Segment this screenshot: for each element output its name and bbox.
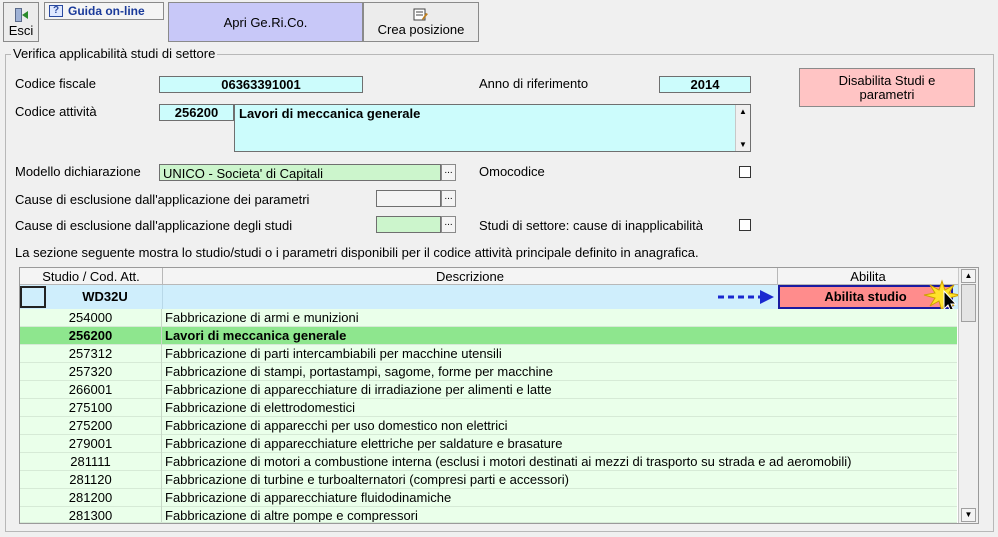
row-code: 279001 <box>20 435 162 453</box>
table-scroll-thumb[interactable] <box>961 284 976 322</box>
scroll-up-icon[interactable]: ▲ <box>739 107 747 116</box>
row-code: 257320 <box>20 363 162 381</box>
table-row[interactable] <box>20 453 957 471</box>
table-scroll-up-icon[interactable]: ▲ <box>961 269 976 283</box>
studi-inapplicabilita-label: Studi di settore: cause di inapplicabilità <box>479 218 704 233</box>
open-gerico-label: Apri Ge.Ri.Co. <box>223 14 308 30</box>
table-row[interactable] <box>20 507 957 523</box>
table-row[interactable] <box>20 399 957 417</box>
studi-inapplicabilita-checkbox[interactable] <box>739 219 751 231</box>
row-code: 275100 <box>20 399 162 417</box>
row-code: 281111 <box>20 453 162 471</box>
info-text: La sezione seguente mostra lo studio/studi o i parametri disponibili per il codice attività principale definito in anagrafica. <box>15 245 699 260</box>
create-position-button[interactable] <box>363 2 479 42</box>
row-desc: Fabbricazione di turbine e turboalternatori (compresi parti e accessori) <box>165 472 569 487</box>
scroll-down-icon[interactable]: ▼ <box>739 140 747 149</box>
modello-label: Modello dichiarazione <box>15 164 141 179</box>
row-desc: Fabbricazione di apparecchi per uso domestico non elettrici <box>165 418 508 433</box>
codice-attivita-desc-area[interactable] <box>234 104 751 152</box>
cause-studi-picker-button[interactable]: ... <box>441 216 456 233</box>
modello-picker-button[interactable]: ... <box>441 164 456 181</box>
table-row[interactable] <box>20 417 957 435</box>
table-scrollbar[interactable] <box>958 268 978 523</box>
row-desc: Fabbricazione di motori a combustione interna (esclusi i motori destinati ai mezzi di trasporto su strada e ad aeromobili) <box>165 454 852 469</box>
group-row-selector[interactable] <box>20 286 46 308</box>
row-code: 281120 <box>20 471 162 489</box>
codice-attivita-desc: Lavori di meccanica generale <box>239 106 421 121</box>
exit-button[interactable] <box>3 2 39 42</box>
row-desc: Fabbricazione di armi e munizioni <box>165 310 359 325</box>
row-desc: Fabbricazione di stampi, portastampi, sagome, forme per macchine <box>165 364 554 379</box>
row-desc: Fabbricazione di parti intercambiabili per macchine utensili <box>165 346 502 361</box>
row-code: 257312 <box>20 345 162 363</box>
exit-icon <box>13 7 29 23</box>
open-gerico-button[interactable] <box>168 2 363 42</box>
cause-studi-field[interactable] <box>376 216 441 233</box>
arrow-right-icon <box>718 289 776 305</box>
disable-studies-button[interactable] <box>799 68 975 107</box>
edit-document-icon <box>413 8 429 22</box>
anno-label: Anno di riferimento <box>479 76 589 91</box>
codice-attivita-field[interactable]: 256200 <box>159 104 234 121</box>
section-title: Verifica applicabilità studi di settore <box>13 46 216 61</box>
row-code: 266001 <box>20 381 162 399</box>
group-code: WD32U <box>48 285 163 309</box>
header-descrizione: Descrizione <box>163 268 778 285</box>
row-code: 275200 <box>20 417 162 435</box>
table-row[interactable] <box>20 345 957 363</box>
table-row[interactable] <box>20 435 957 453</box>
codice-fiscale-label: Codice fiscale <box>15 76 96 91</box>
row-code: 256200 <box>20 327 162 345</box>
desc-scrollbar[interactable] <box>735 105 750 151</box>
cause-studi-label: Cause di esclusione dall'applicazione degli studi <box>15 218 293 233</box>
help-icon: ? <box>49 5 63 17</box>
cause-parametri-picker-button[interactable]: ... <box>441 190 456 207</box>
modello-field[interactable] <box>159 164 441 181</box>
row-desc: Fabbricazione di apparecchiature di irradiazione per alimenti e latte <box>165 382 552 397</box>
header-studio: Studio / Cod. Att. <box>20 268 163 285</box>
row-code: 254000 <box>20 309 162 327</box>
cause-parametri-field[interactable] <box>376 190 441 207</box>
table-row[interactable] <box>20 363 957 381</box>
online-guide-button[interactable] <box>44 2 164 20</box>
row-desc: Fabbricazione di elettrodomestici <box>165 400 356 415</box>
exit-label: Esci <box>8 22 34 38</box>
header-abilita: Abilita <box>778 268 958 285</box>
row-desc: Fabbricazione di apparecchiature fluidodinamiche <box>165 490 452 505</box>
table-row[interactable] <box>20 381 957 399</box>
enable-study-label: Abilita studio <box>824 289 907 304</box>
anno-field[interactable]: 2014 <box>659 76 751 93</box>
table-row[interactable] <box>20 489 957 507</box>
disable-studies-label: Disabilita Studi e parametri <box>838 72 936 102</box>
row-code: 281300 <box>20 507 162 523</box>
codice-attivita-label: Codice attività <box>15 104 97 119</box>
online-guide-label: Guida on-line <box>68 4 145 18</box>
row-desc: Lavori di meccanica generale <box>165 328 347 343</box>
row-desc: Fabbricazione di apparecchiature elettriche per saldature e brasature <box>165 436 563 451</box>
table-scroll-down-icon[interactable]: ▼ <box>961 508 976 522</box>
table-row[interactable] <box>20 309 957 327</box>
group-row[interactable] <box>20 285 958 309</box>
cursor-click-icon <box>920 279 962 313</box>
modello-value: UNICO - Societa' di Capitali <box>163 166 323 181</box>
create-position-label: Crea posizione <box>377 21 465 37</box>
codice-fiscale-field[interactable]: 06363391001 <box>159 76 363 93</box>
row-desc: Fabbricazione di altre pompe e compressori <box>165 508 418 523</box>
omocodice-checkbox[interactable] <box>739 166 751 178</box>
table-row[interactable] <box>20 471 957 489</box>
table-row-selected[interactable] <box>20 327 957 345</box>
omocodice-label: Omocodice <box>479 164 545 179</box>
row-code: 281200 <box>20 489 162 507</box>
cause-parametri-label: Cause di esclusione dall'applicazione dei parametri <box>15 192 310 207</box>
